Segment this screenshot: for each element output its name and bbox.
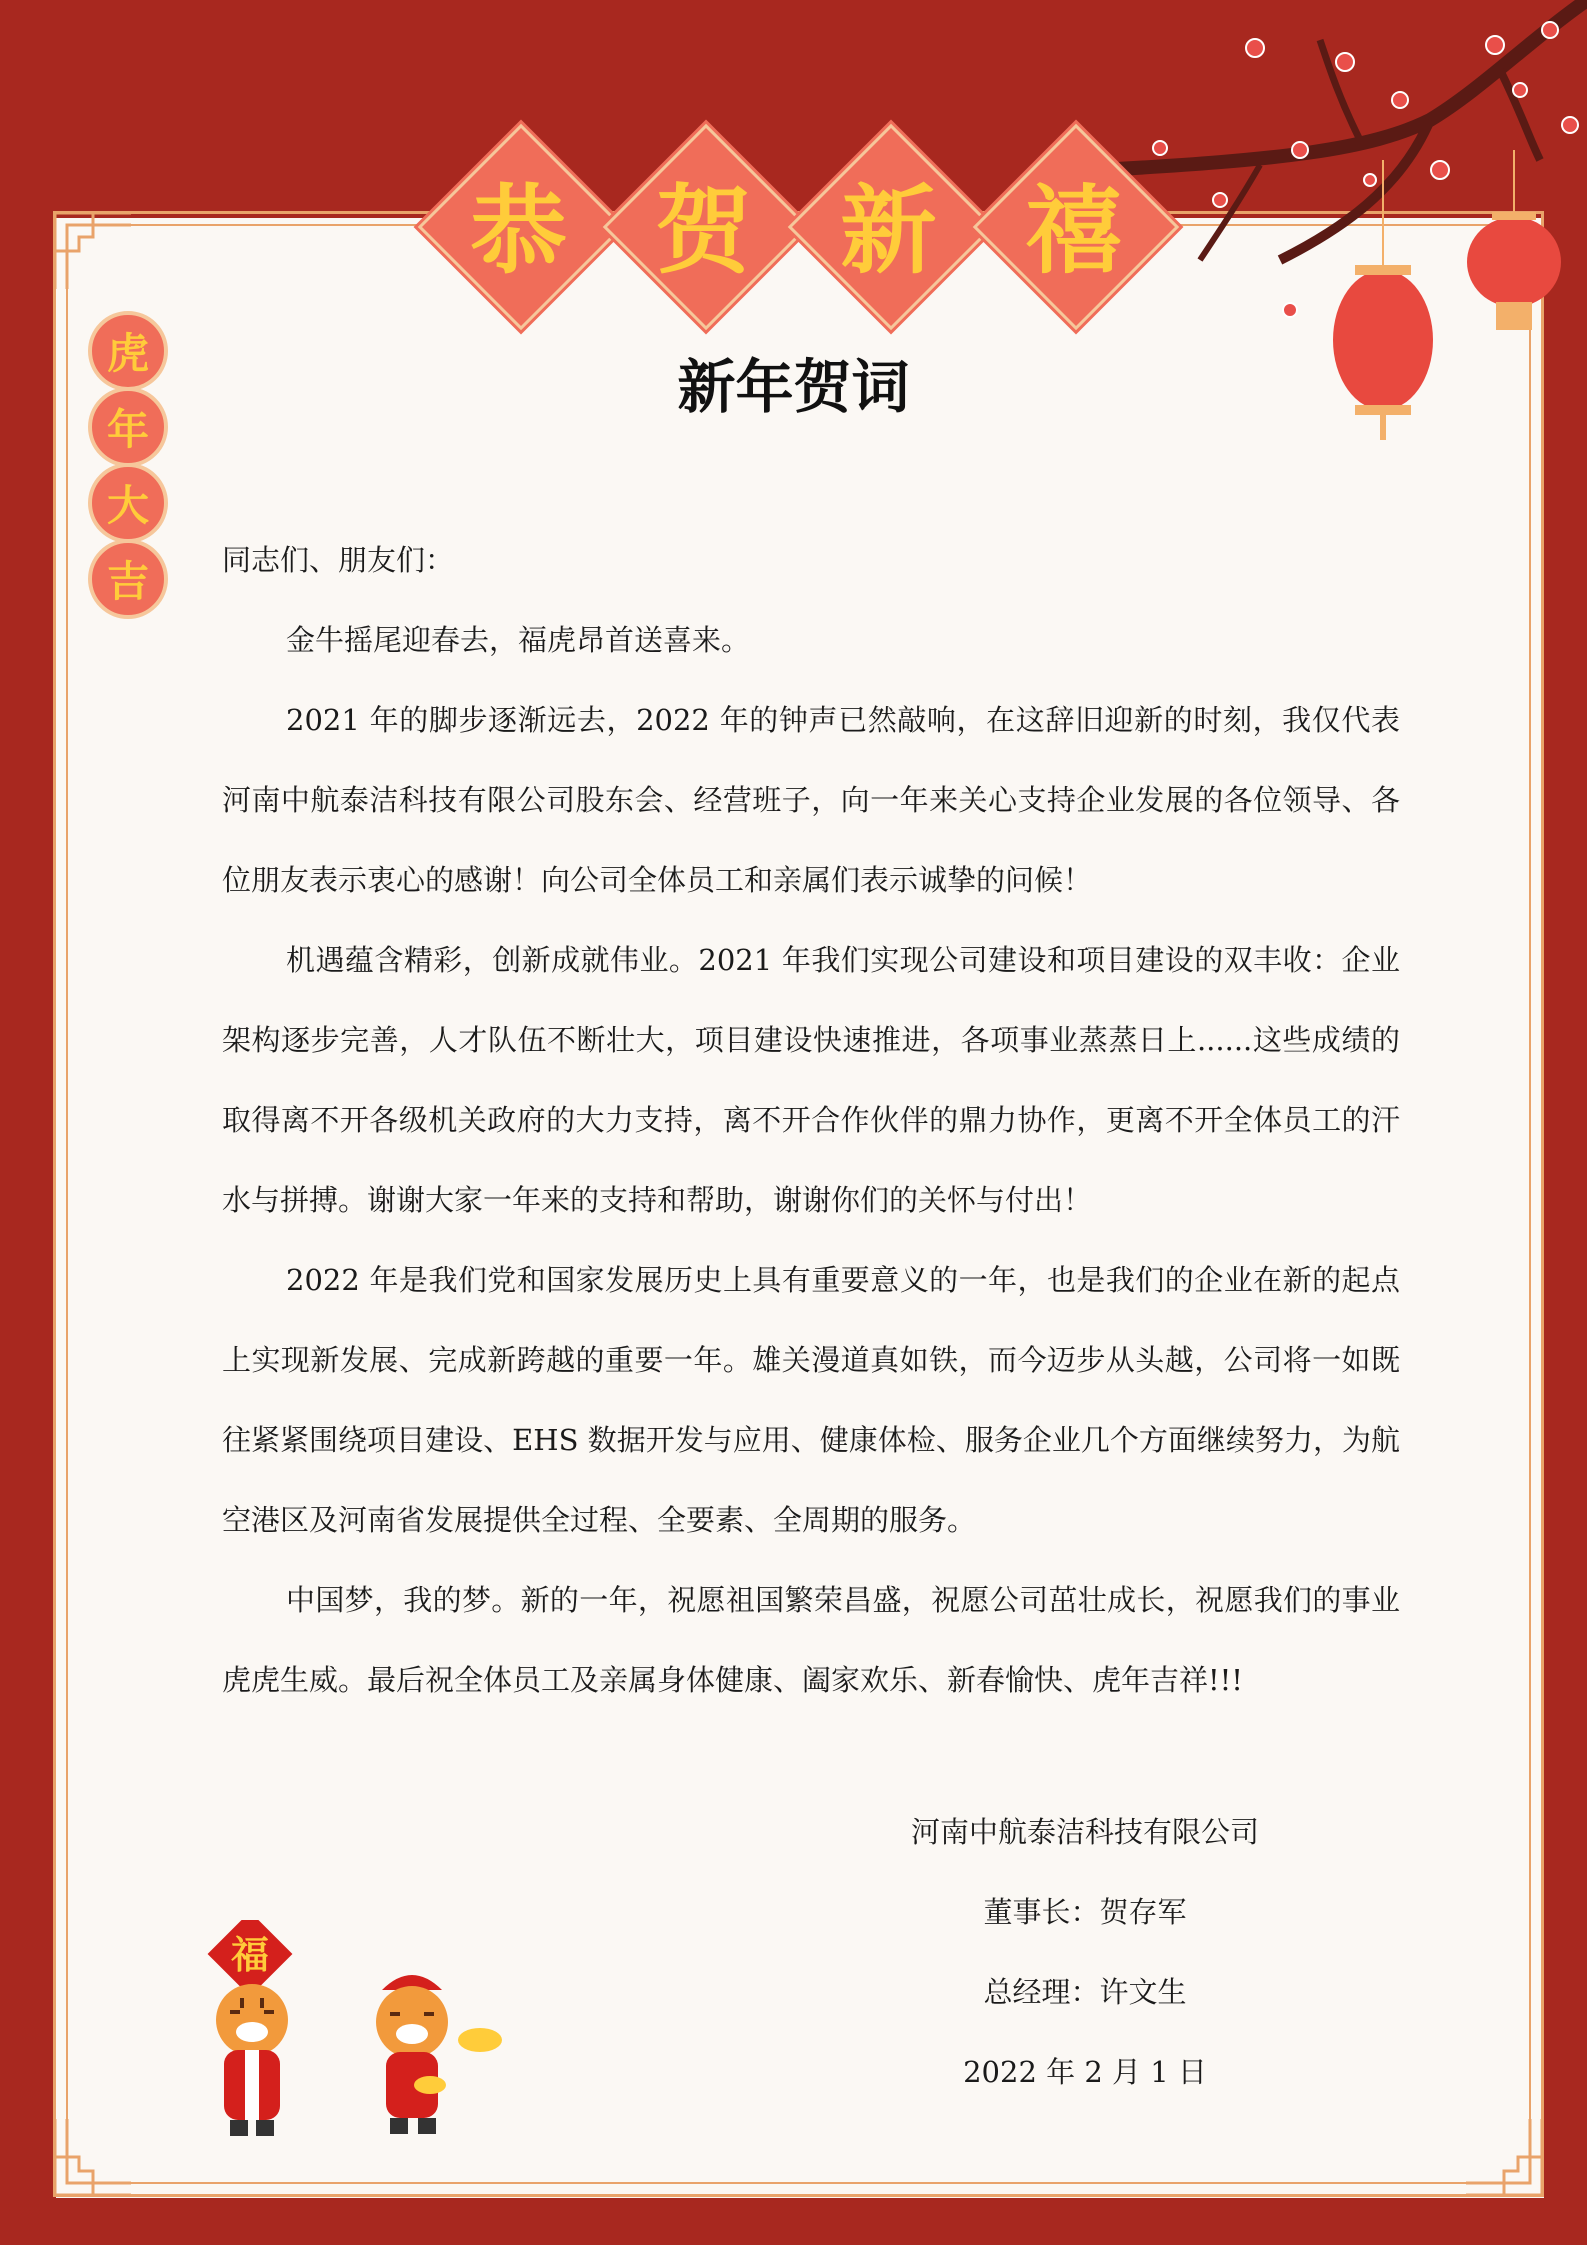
banner-diamond-4 [981, 118, 1166, 328]
banner-diamond-1 [426, 118, 611, 328]
banner-diamond-3 [796, 118, 981, 328]
corner-ornament-bottom-right [1464, 2117, 1544, 2197]
plum-branch-lanterns [1100, 0, 1587, 520]
banner-char: 禧 [1025, 174, 1122, 287]
badge-char: 吉 [88, 539, 168, 619]
corner-ornament-top-left [53, 211, 133, 291]
paragraph: 2021 年的脚步逐渐远去，2022 年的钟声已然敲响，在这辞旧迎新的时刻，我仅代表河南中航泰洁科技有限公司股东会、经营班子，向一年来关心支持企业发展的各位领导、各位朋友表示衷心的感谢！向公司全体员工和亲属们表示诚挚的问候！ [222, 703, 1400, 897]
paragraph: 2022 年是我们党和国家发展历史上具有重要意义的一年，也是我们的企业在新的起点上实现新发展、完成新跨越的重要一年。雄关漫道真如铁，而今迈步从头越，公司将一如既往紧紧围绕项目建设、EHS 数据开发与应用、健康体检、服务企业几个方面继续努力，为航空港区及河南省发展提供全过程、全要素、全周期的服务。 [222, 1263, 1400, 1537]
banner-char: 新 [840, 174, 937, 287]
banner-char: 恭 [470, 174, 567, 287]
banner-char: 贺 [655, 174, 752, 287]
paragraph: 金牛摇尾迎春去，福虎昂首送喜来。 [286, 623, 751, 657]
letter-body [222, 520, 1400, 1720]
date-line: 2022 年 2 月 1 日 [963, 2055, 1207, 2089]
signature-block [860, 1792, 1310, 2112]
salutation: 同志们、朋友们： [222, 543, 455, 577]
chairman-line: 董事长：贺存军 [983, 1895, 1187, 1929]
paragraph: 中国梦，我的梦。新的一年，祝愿祖国繁荣昌盛，祝愿公司茁壮成长，祝愿我们的事业虎虎生威。最后祝全体员工及亲属身体健康、阖家欢乐、新春愉快、虎年吉祥!!! [222, 1583, 1400, 1697]
paragraph: 机遇蕴含精彩，创新成就伟业。2021 年我们实现公司建设和项目建设的双丰收：企业架构逐步完善，人才队伍不断壮大，项目建设快速推进，各项事业蒸蒸日上......这些成绩的取得离不开各级机关政府的大力支持，离不开合作伙伴的鼎力协作，更离不开全体员工的汗水与拼搏。谢谢大家一年来的支持和帮助，谢谢你们的关怀与付出！ [222, 943, 1400, 1217]
tiger-mascots [190, 1920, 570, 2160]
greeting-banner [426, 118, 1166, 328]
tiger-with-ingot-icon [376, 1975, 502, 2134]
badge-char: 大 [88, 463, 168, 543]
corner-ornament-bottom-left [53, 2117, 133, 2197]
badge-char: 虎 [88, 311, 168, 391]
page-title: 新年贺词 [677, 353, 910, 421]
badge-char: 年 [88, 387, 168, 467]
fu-char: 福 [230, 1933, 270, 1977]
manager-line: 总经理：许文生 [983, 1975, 1187, 2009]
tiger-with-fu-icon [208, 1920, 293, 2136]
company-name: 河南中航泰洁科技有限公司 [910, 1815, 1259, 1849]
banner-diamond-2 [611, 118, 796, 328]
